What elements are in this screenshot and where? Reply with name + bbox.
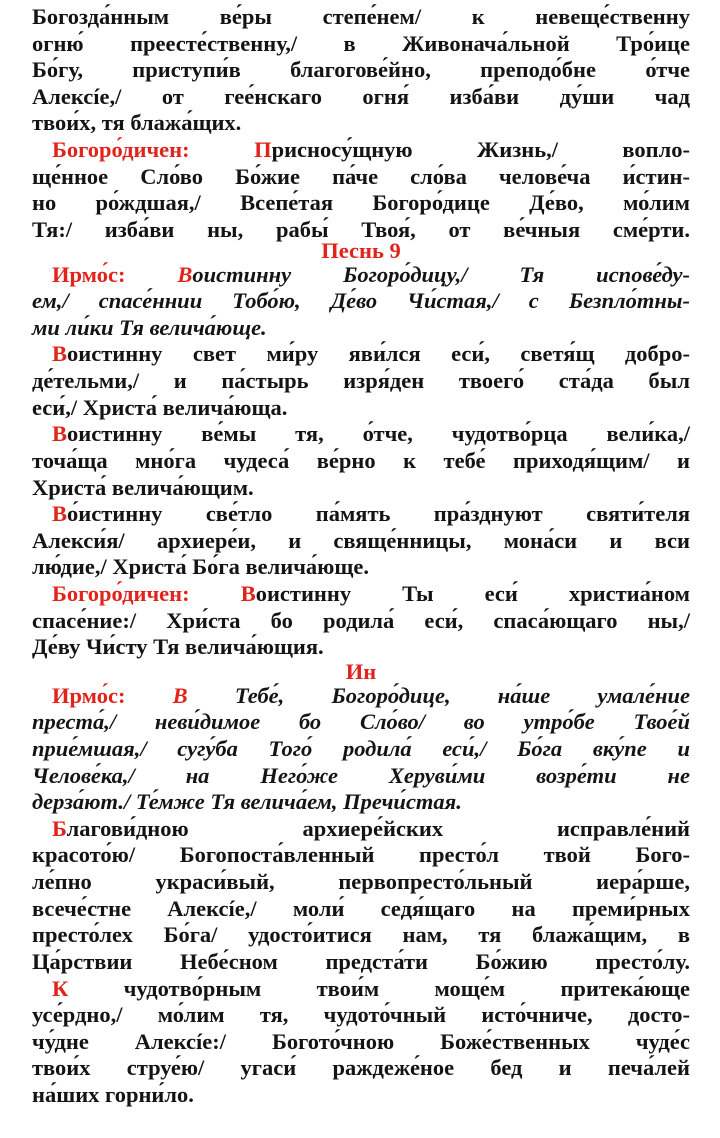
troparion-first-line <box>52 341 690 367</box>
text-line: Тя:/ изба́ви ны, рабы́ Твоя́, от ве́чныя сме́рти. <box>32 216 690 242</box>
red-initial: В <box>52 421 68 447</box>
canon-heading: Ин <box>345 658 377 684</box>
troparion-first-line <box>52 421 690 447</box>
text-line: преста́,/ неви́димое бо Сло́во/ во утро́бе Твое́й <box>32 709 690 735</box>
text-line: твои́х струе́ю/ угаси́ раждеже́ное бед и печа́лей <box>32 1055 690 1081</box>
text-line: спасе́ние:/ Хри́ста бо родила́ еси́, спаса́ющаго ны,/ <box>32 607 690 633</box>
text-line: дерза́ют./ Те́мже Тя велича́ем, Пречи́стая. <box>32 789 462 815</box>
text-line: прие́мшая,/ сугу́ба Того́ родила́ еси́,/ Бо́га вку́пе и <box>32 735 690 761</box>
text-line: лю́дие,/ Христа́ Бо́га велича́юще. <box>32 554 369 580</box>
text-run: о́истинну све́тло па́мять пра́зднуют святи́теля <box>67 501 690 527</box>
text-run: чудотво́рным твои́м моще́м притека́юще <box>123 975 690 1001</box>
red-initial: В <box>177 261 193 287</box>
red-initial: В <box>52 341 68 367</box>
text-line: Алексíе,/ от гее́нскаго огня́ изба́ви ду́ши чад <box>32 83 690 109</box>
theotokion-first-line <box>52 137 690 163</box>
text-run: оистинну Ты еси́ христиа́ном <box>255 580 690 606</box>
red-initial: В <box>172 682 188 708</box>
troparion-first-line <box>52 816 690 842</box>
text-line: де́тельми,/ и па́стырь изря́ден твоего́ ста́да был <box>32 368 690 394</box>
theotokion-label: Богоро́дичен: <box>52 580 190 606</box>
text-line: Алекси́я/ архиере́и, и свяще́нницы, мона́си и вси <box>32 527 690 553</box>
text-line: всече́стне Алексíе,/ моли́ седя́щаго на преми́рных <box>32 895 690 921</box>
text-line: ле́пно украси́вый, первопресто́льный иера́рше, <box>32 869 690 895</box>
troparion-first-line <box>52 501 690 527</box>
irmos-first-line <box>52 262 690 288</box>
theotokion-label: Богоро́дичен: <box>52 137 190 162</box>
text-line: Де́ву Чи́сту Тя велича́ющия. <box>32 634 324 660</box>
text-run: лагови́дною архиере́йских исправле́ний <box>66 815 690 841</box>
text-line: Челове́ка,/ на Него́же Херуви́ми возре́ти не <box>32 762 690 788</box>
troparion-first-line <box>52 976 690 1002</box>
text-line: Богозда́нным ве́ры степе́нем/ к невеще́ственну <box>32 3 690 29</box>
red-initial: Б <box>52 815 67 841</box>
text-run: оистинну свет ми́ру яви́лся еси́, светя́щ добро- <box>67 341 690 367</box>
irmos-first-line <box>52 683 690 709</box>
red-initial: В <box>240 580 256 606</box>
text-line: ем,/ спасе́ннии Тобо́ю, Де́во Чи́стая,/ с Безпло́тны- <box>32 288 690 314</box>
text-line: красото́ю/ Богопоста́вленный престо́л твой Бого- <box>32 842 690 868</box>
text-line: ще́нное Сло́во Бо́жие па́че сло́ва челове́ча и́стин- <box>32 163 690 189</box>
red-initial: В <box>52 501 68 527</box>
text-run: оистинну ве́мы тя, о́тче, чудотво́рца вели́ка,/ <box>67 421 690 447</box>
ode-heading: Песнь 9 <box>321 237 401 263</box>
irmos-label: Ирмо́с: <box>52 682 126 708</box>
text-line: на́ших горни́ло. <box>32 1082 194 1107</box>
text-line: Христа́ велича́ющим. <box>32 474 254 500</box>
red-initial: К <box>52 975 69 1001</box>
text-line: огню́ преесте́ственну,/ в Живонача́льной Тро́ице <box>32 30 690 56</box>
text-line: усе́рдно,/ мо́лим тя, чудото́чный исто́чниче, досто- <box>32 1002 690 1028</box>
text-line: твои́х, тя блажа́щих. <box>32 110 242 136</box>
red-initial: П <box>254 137 272 162</box>
text-line: ми ли́ки Тя велича́юще. <box>32 314 267 340</box>
theotokion-first-line <box>52 581 690 607</box>
text-line: Бо́гу, приступи́в благогове́йно, преподо́бне о́тче <box>32 57 690 83</box>
text-line: точа́ща мно́га чудеса́ ве́рно к тебе́ приходя́щим/ и <box>32 447 690 473</box>
irmos-label: Ирмо́с: <box>52 261 126 287</box>
text-line: чу́дне Алексíе:/ Богото́чною Боже́ственных чуде́с <box>32 1028 690 1054</box>
text-run: Тебе́, Богоро́дице, на́ше умале́ние <box>234 682 691 708</box>
text-run: рисносу́щную Жизнь,/ вопло- <box>271 137 691 162</box>
text-line: Ца́рствии Небе́сном предста́ти Бо́жию престо́лу. <box>32 948 690 974</box>
text-line: престо́лех Бо́га/ удосто́итися нам, тя блажа́щим, в <box>32 922 690 948</box>
text-line: еси́,/ Христа́ велича́юща. <box>32 394 288 420</box>
text-run: оистинну Богоро́дицу,/ Тя испове́ду- <box>192 261 690 287</box>
text-line: но ро́ждшая,/ Всепе́тая Богоро́дице Де́во, мо́лим <box>32 190 690 216</box>
